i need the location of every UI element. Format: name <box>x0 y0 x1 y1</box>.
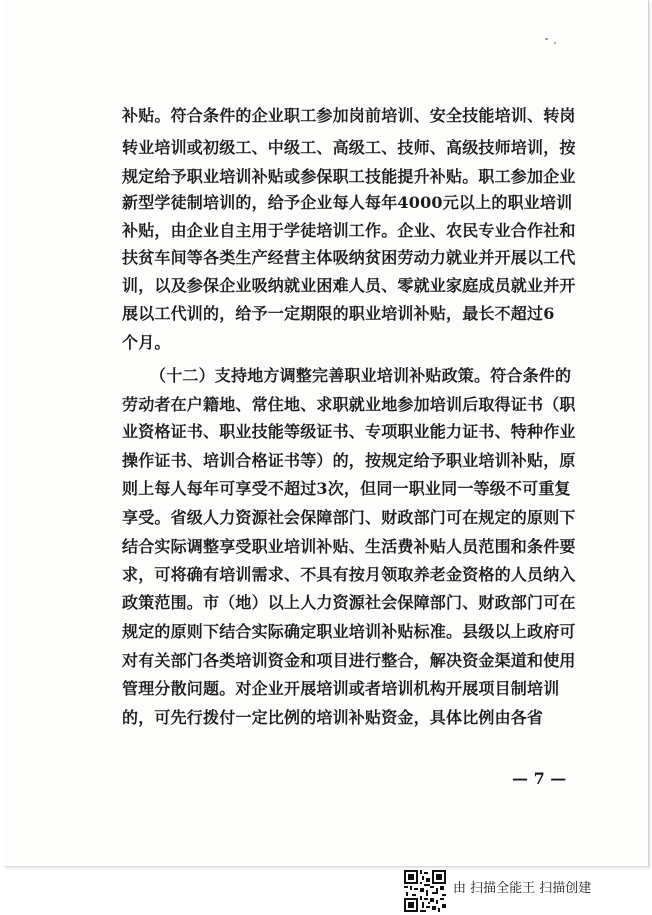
document-line: （十二）支持地方调整完善职业培训补贴政策。符合条件的 <box>150 366 572 385</box>
document-line: 转业培训或初级工、中级工、高级工、技师、高级技师培训，按 <box>122 138 576 157</box>
document-line: 业资格证书、职业技能等级证书、专项职业能力证书、特种作业 <box>122 422 576 441</box>
scan-speck <box>554 42 556 44</box>
document-line: 的，可先行拨付一定比例的培训补贴资金，具体比例由各省 <box>122 708 544 727</box>
document-line: 政策范围。市（地）以上人力资源社会保障部门、财政部门可在 <box>122 593 576 612</box>
document-line: 扶贫车间等各类生产经营主体吸纳贫困劳动力就业并开展以工代 <box>122 248 576 267</box>
document-page <box>4 0 649 867</box>
document-line: 管理分散问题。对企业开展培训或者培训机构开展项目制培训 <box>122 679 560 698</box>
document-line: 补贴。符合条件的企业职工参加岗前培训、安全技能培训、转岗 <box>122 106 576 125</box>
document-line: 求，可将确有培训需求、不具有按月领取养老金资格的人员纳入 <box>122 565 576 584</box>
document-line: 则上每人每年可享受不超过3次，但同一职业同一等级不可重复 <box>122 479 571 498</box>
document-line: 训，以及参保企业吸纳就业困难人员、零就业家庭成员就业并开 <box>122 276 576 295</box>
document-line: 个月。 <box>122 333 171 352</box>
document-line: 新型学徒制培训的，给予企业每人每年4000元以上的职业培训 <box>122 193 573 212</box>
scan-speck <box>545 38 548 40</box>
document-line: 补贴，由企业自主用于学徒培训工作。企业、农民专业合作社和 <box>122 221 576 240</box>
scanner-watermark-text: 由 扫描全能王 扫描创建 <box>453 881 592 896</box>
page-number: — 7 — <box>512 769 567 788</box>
document-line: 结合实际调整享受职业培训补贴、生活费补贴人员范围和条件要 <box>122 537 576 556</box>
qr-code-icon <box>404 870 446 912</box>
document-line: 操作证书、培训合格证书等）的，按规定给予职业培训补贴，原 <box>122 451 576 470</box>
document-line: 对有关部门各类培训资金和项目进行整合，解决资金渠道和使用 <box>122 651 576 670</box>
document-line: 展以工代训的，给予一定期限的职业培训补贴，最长不超过6 <box>122 304 555 323</box>
document-line: 规定给予职业培训补贴或参保职工技能提升补贴。职工参加企业 <box>122 167 576 186</box>
document-line: 劳动者在户籍地、常住地、求职就业地参加培训后取得证书（职 <box>122 395 576 414</box>
document-line: 享受。省级人力资源社会保障部门、财政部门可在规定的原则下 <box>122 508 576 527</box>
document-line: 规定的原则下结合实际确定职业培训补贴标准。县级以上政府可 <box>122 622 576 641</box>
